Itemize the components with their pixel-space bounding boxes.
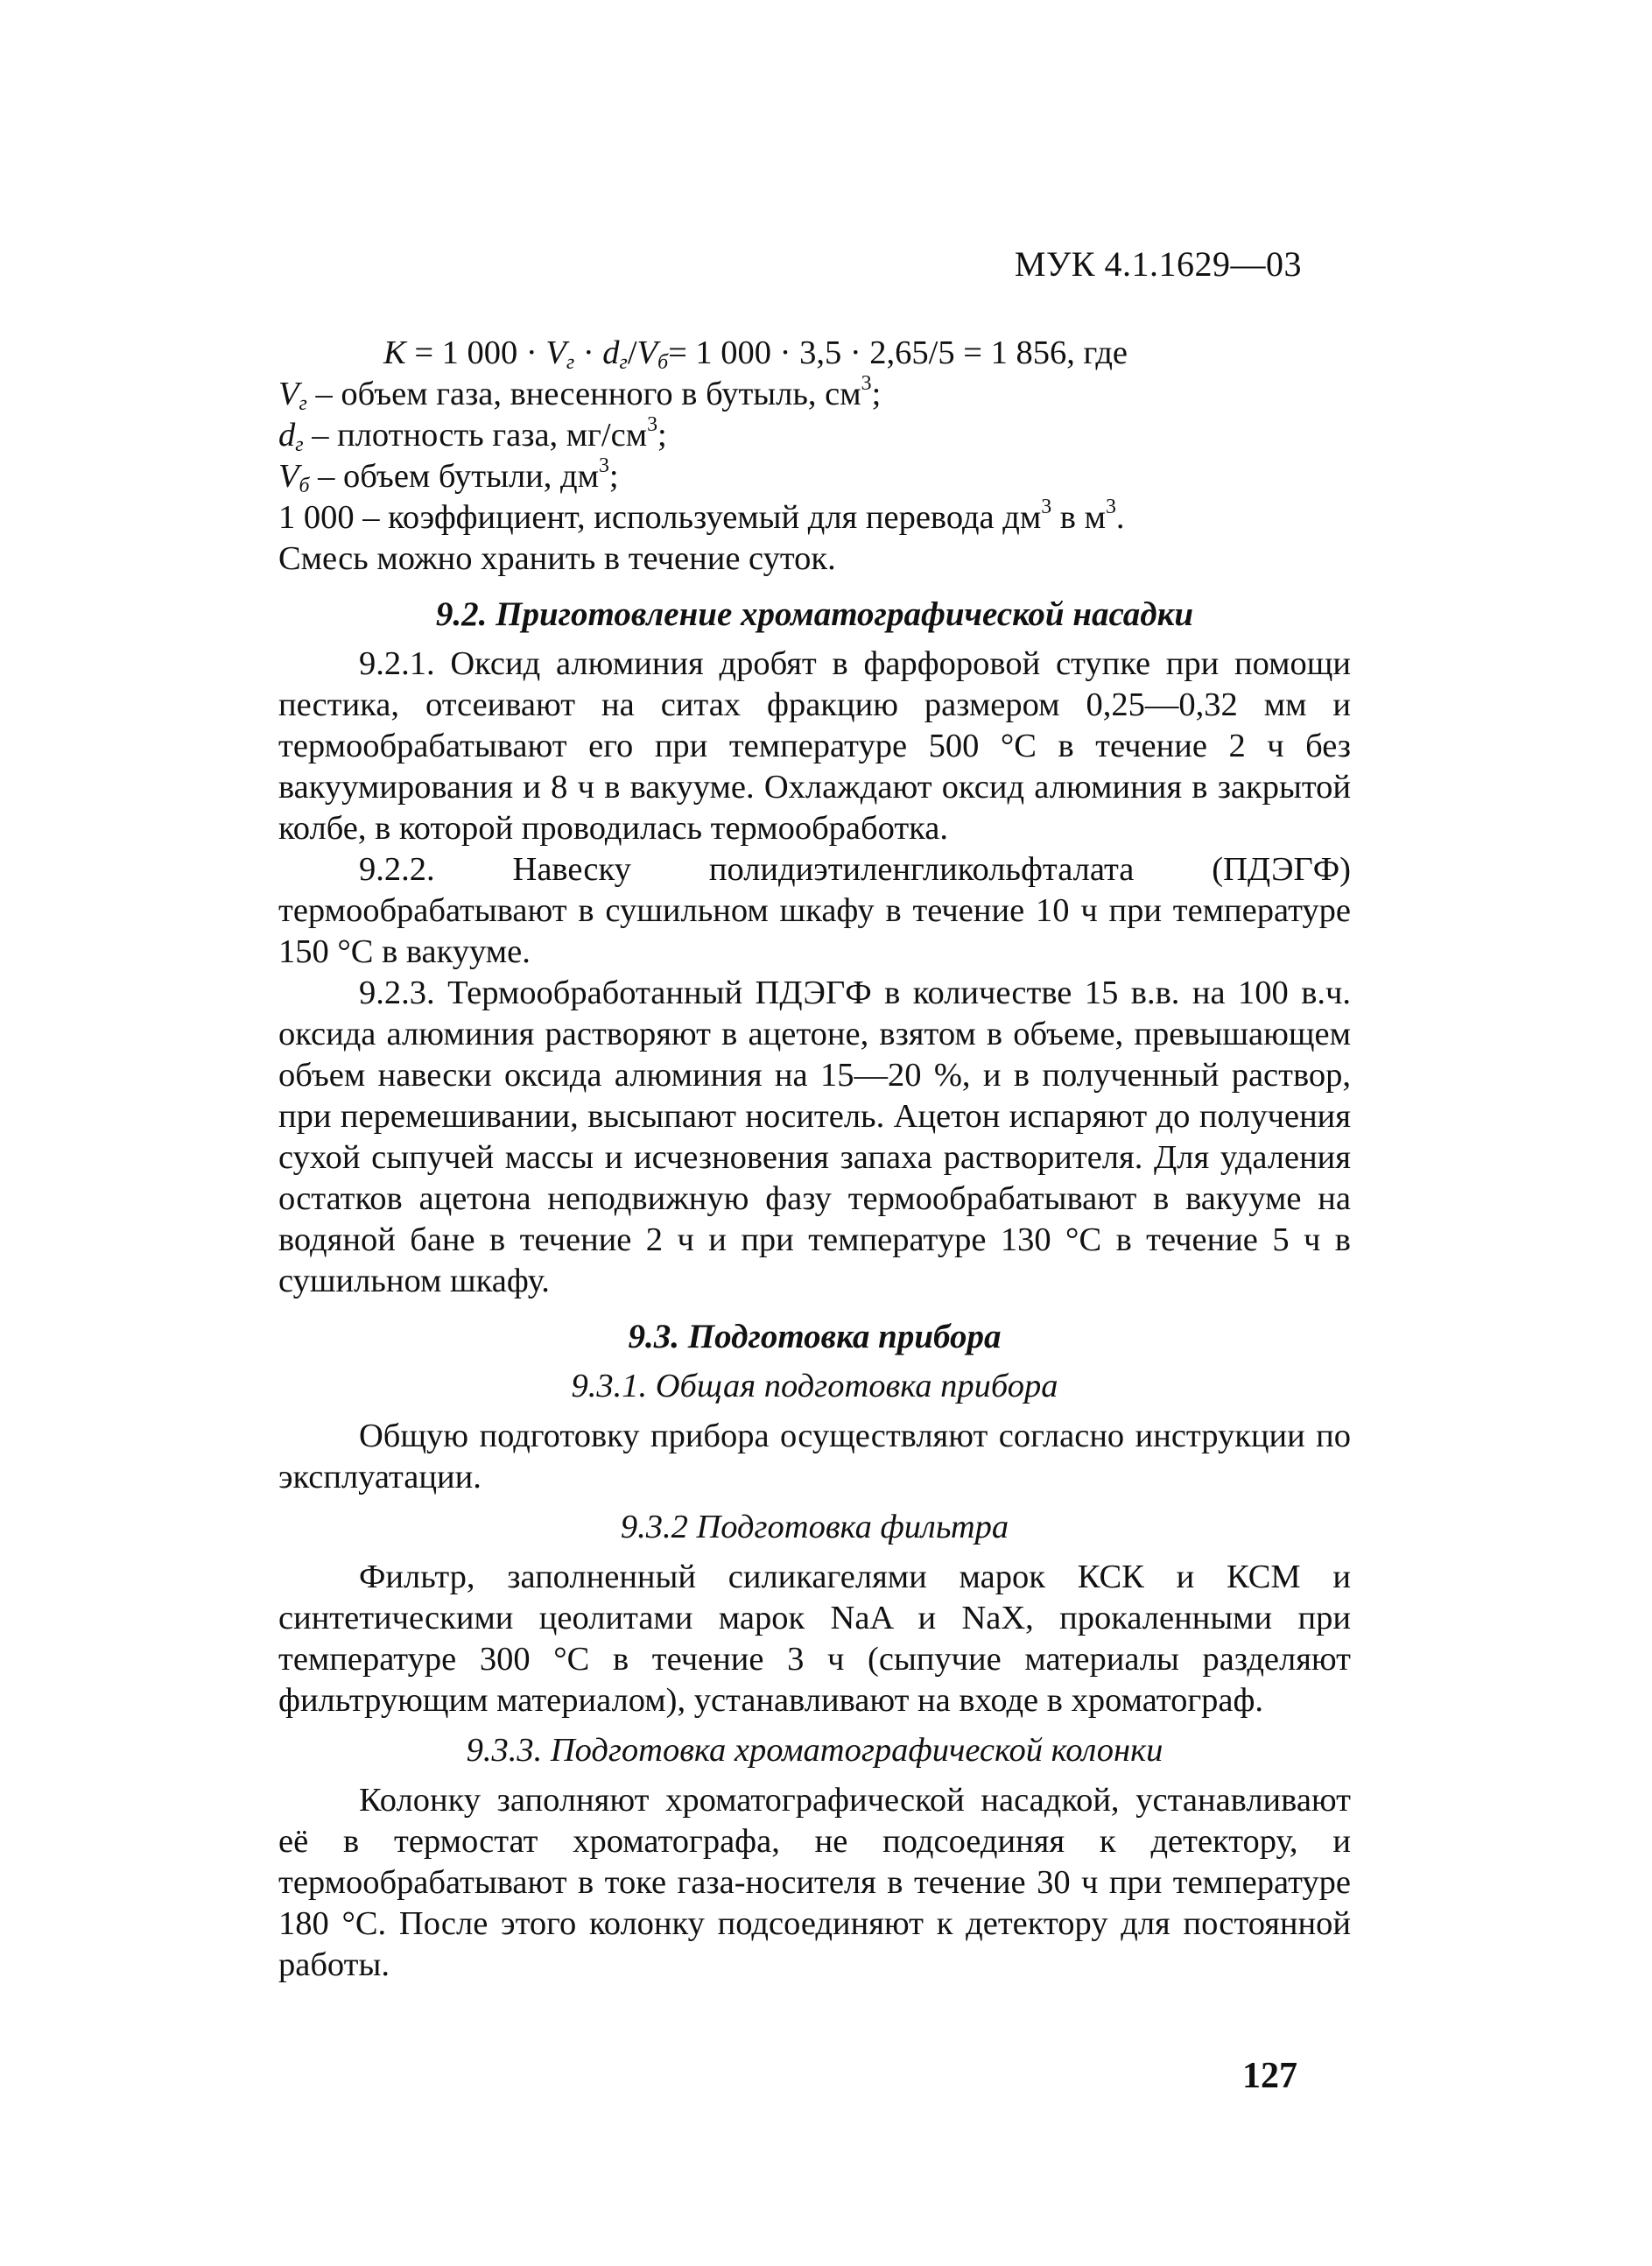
formula-vb-sub: б: [657, 350, 669, 374]
definition-coefficient-end: .: [1115, 499, 1125, 536]
definition-vg: [278, 371, 1351, 415]
paragraph-9-3-3: Колонку заполняют хроматографической насадкой, устанавливают её в термостат хроматографа, не подсоединяя к детектору, и термообрабатывают в токе газа-носителя в течение 30 ч при температуре 180 °С. После этого колонку подсоединяют к детектору для постоянной работы.: [278, 1782, 1351, 1983]
definition-vb-text: – объем бутыли, дм: [309, 458, 599, 495]
definition-dg-symbol: d: [278, 417, 296, 454]
formula-vg-sub: г: [566, 350, 575, 374]
formula-vg: V: [545, 334, 566, 371]
page-content: [278, 333, 1351, 1986]
subsection-9-3-2-title: 9.3.2 Подготовка фильтра: [620, 1509, 1009, 1545]
subsection-9-3-1-title: 9.3.1. Общая подготовка прибора: [571, 1368, 1058, 1404]
definition-coefficient: [278, 497, 1351, 538]
definition-dg-subscript: г: [295, 433, 304, 456]
section-9-3-title: 9.3. Подготовка прибора: [628, 1318, 1002, 1355]
paragraph-9-2-3: 9.2.3. Термообработанный ПДЭГФ в количестве 15 в.в. на 100 в.ч. оксида алюминия растворяют в ацетоне, взятом в объеме, превышающем объем навески оксида алюминия на 15—20 %, и в полученный раствор, при перемешивании, высыпают носитель. Ацетон испаряют до получения сухой сыпучей массы и исчезновения запаха растворителя. Для удаления остатков ацетона неподвижную фазу термообрабатывают в вакууме на водяной бане в течение 2 ч и при температуре 130 °С в течение 5 ч в сушильном шкафу.: [278, 975, 1351, 1299]
definition-vb-superscript: 3: [598, 454, 609, 477]
formula-part-2: = 1 000 · 3,5 · 2,65/5 = 1 856, где: [668, 334, 1128, 371]
definition-dg-superscript: 3: [647, 412, 658, 436]
formula-k: K: [383, 334, 406, 371]
definition-dg: [278, 412, 1351, 456]
document-code-header: МУК 4.1.1629—03: [1014, 244, 1302, 284]
definition-coefficient-sup-2: 3: [1105, 495, 1116, 518]
paragraph-9-2-2: 9.2.2. Навеску полидиэтиленгликольфталата (ПДЭГФ) термообрабатывают в сушильном шкафу в течение 10 ч при температуре 150 °С в вакууме.: [278, 851, 1351, 970]
definition-vg-subscript: г: [299, 391, 307, 415]
definition-vg-text: – объем газа, внесенного в бутыль, см: [306, 376, 861, 412]
formula-slash: /: [627, 334, 637, 371]
definitions-list: [278, 371, 1351, 580]
definition-vb-symbol: V: [278, 458, 299, 495]
definition-coefficient-sup-1: 3: [1041, 495, 1052, 518]
definition-vg-symbol: V: [278, 376, 299, 412]
definition-vb-end: ;: [608, 458, 619, 495]
definition-vb-subscript: б: [299, 474, 310, 497]
paragraph-9-3-1: Общую подготовку прибора осуществляют согласно инструкции по эксплуатации.: [278, 1418, 1351, 1495]
subsection-9-3-3-title: 9.3.3. Подготовка хроматографической колонки: [466, 1732, 1163, 1769]
formula-dot: ·: [574, 334, 603, 371]
definition-dg-text: – плотность газа, мг/см: [303, 417, 648, 454]
formula-part-1: = 1 000 ·: [405, 334, 546, 371]
section-9-2-title: 9.2. Приготовление хроматографической насадки: [435, 595, 1194, 633]
definition-coefficient-text: 1 000 – коэффициент, используемый для перевода дм: [278, 499, 1042, 536]
paragraph-9-2-1: 9.2.1. Оксид алюминия дробят в фарфоровой ступке при помощи пестика, отсеивают на ситах фракцию размером 0,25—0,32 мм и термообрабатывают его при температуре 500 °С в течение 2 ч без вакуумирования и 8 ч в вакууме. Охлаждают оксид алюминия в закрытой колбе, в которой проводилась термообработка.: [278, 645, 1351, 847]
definition-vg-superscript: 3: [861, 371, 872, 395]
page-number: 127: [1242, 2056, 1297, 2096]
formula-dg-sub: г: [619, 350, 628, 374]
definition-vb: [278, 456, 1351, 497]
definition-dg-end: ;: [657, 417, 667, 454]
formula-vb: V: [636, 334, 658, 371]
formula-line: [278, 333, 1351, 374]
definition-coefficient-text-2: в м: [1051, 499, 1106, 536]
definition-vg-end: ;: [871, 376, 882, 412]
formula-dg: d: [602, 334, 620, 371]
storage-note: Смесь можно хранить в течение суток.: [278, 540, 836, 577]
paragraph-9-3-2: Фильтр, заполненный силикагелями марок КСК и КСМ и синтетическими цеолитами марок NaA и NaX, прокаленными при температуре 300 °С в течение 3 ч (сыпучие материалы разделяют фильтрующим материалом), устанавливают на входе в хроматограф.: [278, 1559, 1351, 1719]
